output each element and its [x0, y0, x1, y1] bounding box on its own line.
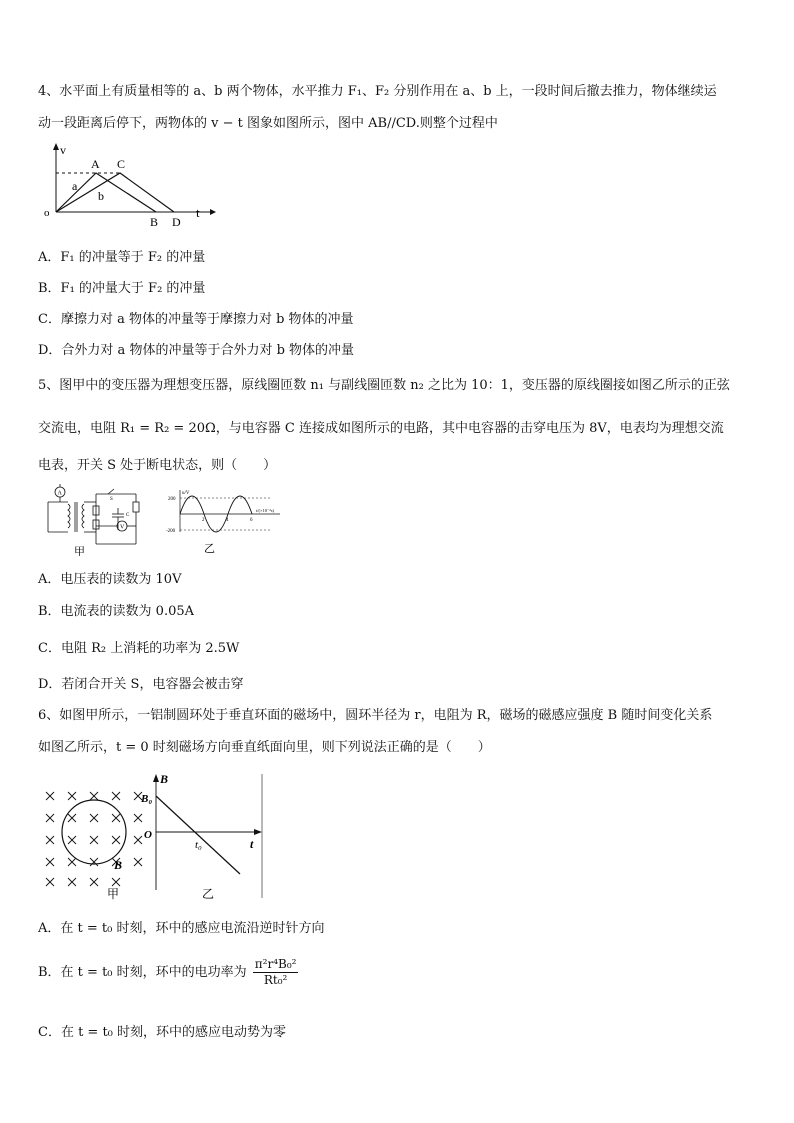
q4-label-A: A: [91, 157, 100, 171]
q5-wave-ytick-bottom: -200: [166, 529, 176, 534]
q4-stem-line2: 动一段距离后停下，两物体的 v − t 图象如图所示，图中 AB//CD.则整个过程中: [38, 116, 498, 131]
q6-option-c: C．在 t = t₀ 时刻，环中的感应电动势为零: [38, 1025, 287, 1040]
q6-caption-yi: 乙: [202, 887, 215, 901]
q6-axis-t: t: [250, 837, 254, 851]
secondary-coil: [82, 504, 84, 528]
q5-wave-graph: [160, 488, 285, 556]
field-cross-icon: [134, 836, 142, 844]
field-cross-icon: [46, 814, 54, 822]
q6-figures: [38, 770, 278, 902]
q4-label-b: b: [98, 189, 104, 203]
svg-text:A: A: [57, 490, 62, 497]
primary-coil: [68, 504, 70, 528]
q6-stem-line1: 6、如图甲所示，一铝制圆环处于垂直环面的磁场中，圆环半径为 r，电阻为 R，磁场的磁感应强度 B 随时间变化关系: [38, 708, 713, 723]
field-cross-icon: [46, 836, 54, 844]
q5-wave-xtick-2: 2: [202, 518, 205, 523]
q4-axis-v-label: v: [60, 143, 66, 157]
q4-option-a: A．F₁ 的冲量等于 F₂ 的冲量: [38, 250, 206, 265]
q5-wave-xtick-6: 6: [250, 518, 253, 523]
q4-axis-t-label: t: [196, 205, 200, 220]
field-cross-icon: [90, 878, 98, 886]
q5-circuit-diagram: [38, 482, 158, 556]
q6-ring-label: B: [114, 858, 123, 872]
q4-label-C: C: [117, 157, 126, 171]
q5-caption-jia: 甲: [74, 546, 85, 556]
field-cross-icon: [112, 814, 120, 822]
q6-field-crosses: [46, 792, 142, 886]
q5-option-a: A．电压表的读数为 10V: [38, 572, 182, 587]
q5-option-b: B．电流表的读数为 0.05A: [38, 604, 195, 619]
q6-B-t-line: [156, 796, 240, 874]
q5-option-c: C．电阻 R₂ 上消耗的功率为 2.5W: [38, 641, 240, 656]
svg-text:S: S: [110, 497, 113, 502]
q4-stem-line1: 4、水平面上有质量相等的 a、b 两个物体，水平推力 F₁、F₂ 分别作用在 a、b 上，一段时间后撤去推力，物体继续运: [38, 84, 717, 99]
q4-vt-graph: [38, 140, 218, 230]
q4-label-B: B: [150, 215, 159, 229]
q6-option-b-fraction: [253, 957, 299, 988]
q4-label-D: D: [172, 215, 181, 229]
field-cross-icon: [46, 858, 54, 866]
field-cross-icon: [134, 858, 142, 866]
q6-label-B0: B₀: [141, 793, 153, 805]
field-cross-icon: [68, 814, 76, 822]
q5-wave-ytick-top: 200: [168, 497, 176, 502]
field-cross-icon: [68, 878, 76, 886]
svg-text:V: V: [120, 524, 125, 531]
field-cross-icon: [90, 792, 98, 800]
q6-option-b-denominator: Rt₀²: [263, 973, 288, 987]
field-cross-icon: [46, 792, 54, 800]
field-cross-icon: [68, 792, 76, 800]
r-load-resistor: [133, 502, 139, 512]
field-cross-icon: [68, 858, 76, 866]
field-cross-icon: [90, 836, 98, 844]
q6-option-a: A．在 t = t₀ 时刻，环中的感应电流沿逆时针方向: [38, 921, 325, 936]
q6-option-b-numerator: π²r⁴B₀²: [254, 957, 297, 971]
q4-line-a: [56, 173, 156, 212]
q4-option-b: B．F₁ 的冲量大于 F₂ 的冲量: [38, 281, 206, 296]
field-cross-icon: [112, 878, 120, 886]
aluminum-ring: [62, 800, 126, 864]
q5-wave-xtick-4: 4: [226, 518, 229, 523]
q6-origin: O: [144, 829, 152, 841]
field-cross-icon: [112, 792, 120, 800]
q5-stem-line2: 交流电，电阻 R₁ = R₂ = 20Ω，与电容器 C 连接成如图所示的电路，其中电容器的击穿电压为 8V，电表均为理想交流: [38, 421, 724, 436]
q5-option-d: D．若闭合开关 S，电容器会被击穿: [38, 677, 244, 692]
q5-wave-xunit: t/(×10⁻²s): [256, 508, 275, 513]
field-cross-icon: [90, 858, 98, 866]
field-cross-icon: [68, 836, 76, 844]
field-cross-icon: [90, 814, 98, 822]
q5-stem-line1: 5、图甲中的变压器为理想变压器，原线圈匝数 n₁ 与副线圈匝数 n₂ 之比为 10：1，变压器的原线圈接如图乙所示的正弦: [38, 378, 730, 393]
q5-stem-line3: 电表，开关 S 处于断电状态，则（ ）: [38, 458, 277, 473]
q6-axis-B: B: [160, 772, 169, 786]
q5-wave-ylabel: u/V: [182, 491, 190, 496]
q4-option-d: D．合外力对 a 物体的冲量等于合外力对 b 物体的冲量: [38, 343, 355, 358]
field-cross-icon: [46, 878, 54, 886]
q6-caption-jia: 甲: [107, 887, 120, 901]
svg-text:C: C: [126, 513, 130, 518]
field-cross-icon: [134, 814, 142, 822]
q4-label-a: a: [72, 179, 78, 193]
q6-label-t0: t₀: [195, 839, 202, 851]
q5-caption-yi: 乙: [204, 543, 215, 555]
q6-option-b-text: B．在 t = t₀ 时刻，环中的电功率为: [38, 965, 247, 980]
field-cross-icon: [112, 836, 120, 844]
switch-s: [108, 489, 114, 494]
q6-option-b: [38, 957, 298, 988]
q6-stem-line2: 如图乙所示，t = 0 时刻磁场方向垂直纸面向里，则下列说法正确的是（ ）: [38, 740, 491, 755]
q4-origin-label: o: [44, 207, 50, 219]
q4-option-c: C．摩擦力对 a 物体的冲量等于摩擦力对 b 物体的冲量: [38, 312, 354, 327]
